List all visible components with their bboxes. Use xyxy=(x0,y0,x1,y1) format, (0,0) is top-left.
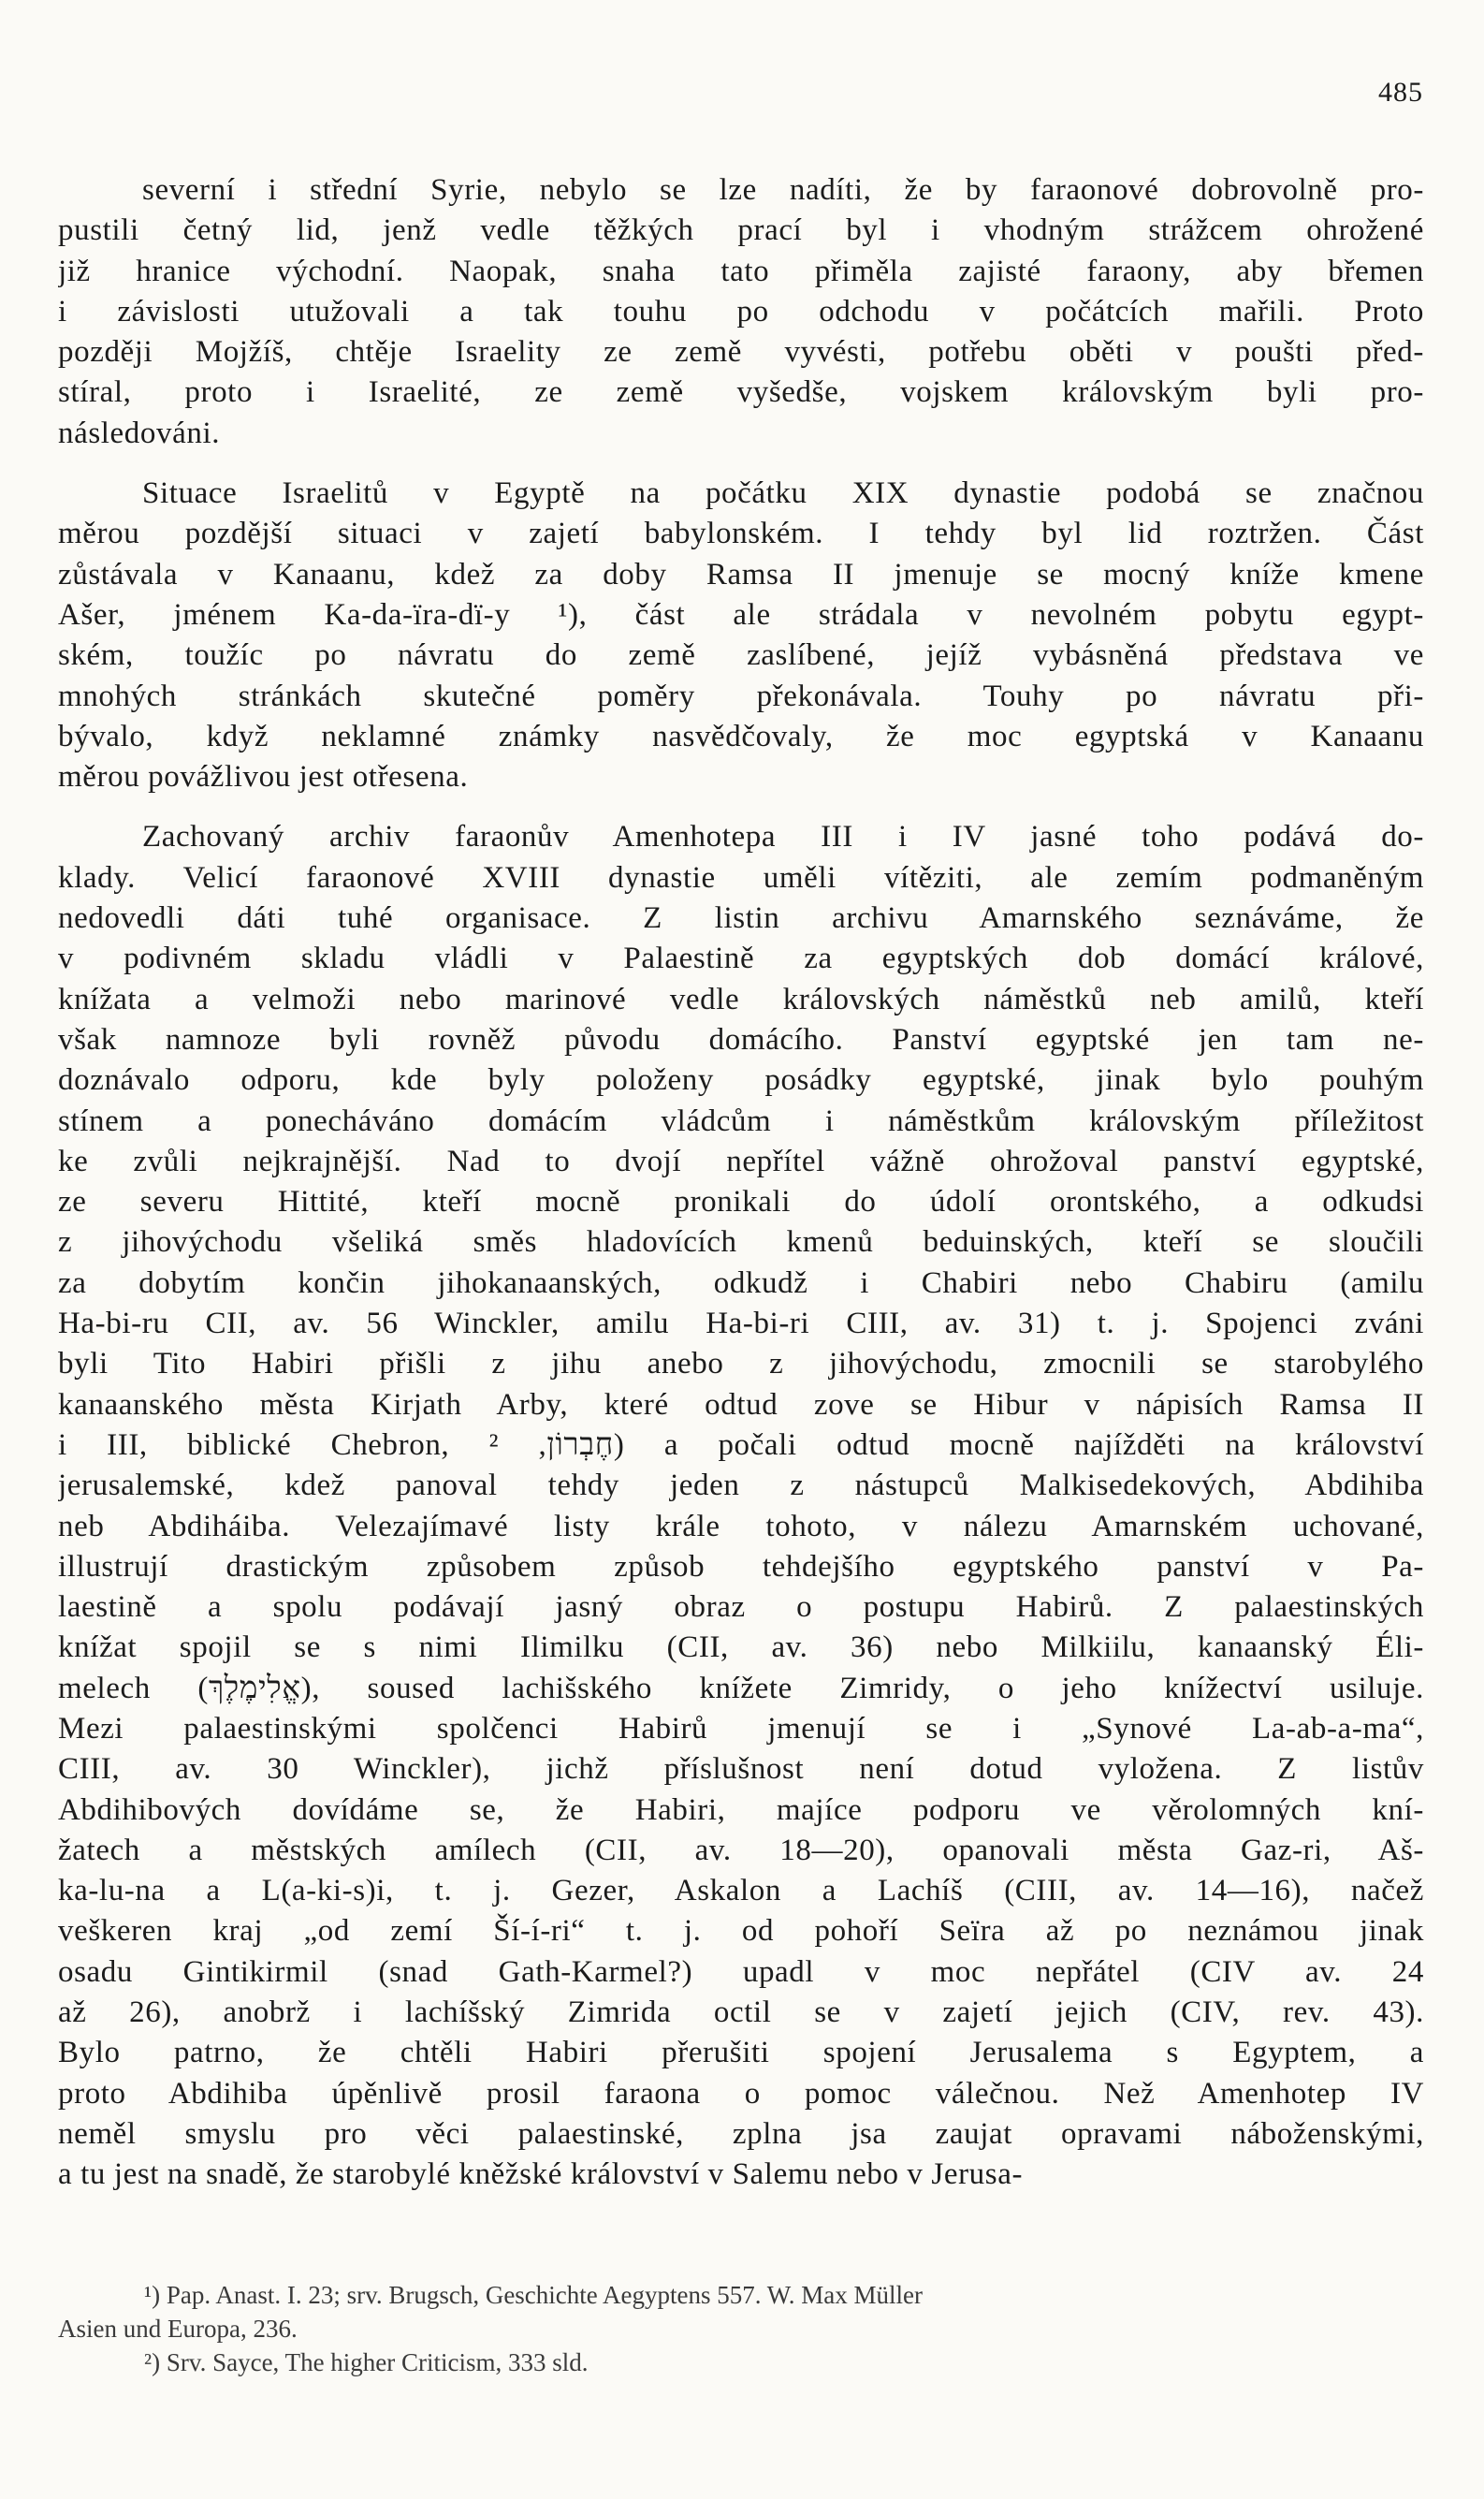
text-line: i závislosti utužovali a tak touhu po odchodu v počátcích mařili. Proto xyxy=(58,294,1424,329)
text-line: mnohých stránkách skutečné poměry překonávala. Touhy po návratu při- xyxy=(58,679,1424,713)
text-line: doznávalo odporu, kde byly položeny posádky egyptské, jinak bylo pouhým xyxy=(58,1063,1424,1098)
main-text xyxy=(58,170,1424,2196)
text-line: i III, biblické Chebron, חֶבְרוֹן, ²) a počali odtud mocně najížděti na království xyxy=(58,1427,1424,1462)
text-line: pustili četný lid, jenž vedle těžkých prací byl i vhodným strážcem ohrožené xyxy=(58,213,1424,248)
text-line: jerusalemské, kdež panoval tehdy jeden z nástupců Malkisedekových, Abdihiba xyxy=(58,1469,1424,1503)
text-line: stíral, proto i Israelité, ze země vyšedše, vojskem královským byli pro- xyxy=(58,375,1424,410)
text-line: Ha-bi-ru CII, av. 56 Winckler, amilu Ha-bi-ri CIII, av. 31) t. j. Spojenci zváni xyxy=(58,1307,1424,1341)
text-line: zůstávala v Kanaanu, kdež za doby Ramsa II jmenuje se mocný kníže kmene xyxy=(58,557,1424,592)
text-line: za dobytím končin jihokanaanských, odkudž i Chabiri nebo Chabiru (amilu xyxy=(58,1265,1424,1300)
text-line: žatech a městských amílech (CII, av. 18—20), opanovali města Gaz-ri, Aš- xyxy=(58,1833,1424,1867)
text-line: stínem a ponecháváno domácím vládcům i náměstkům královským příležitost xyxy=(58,1103,1424,1138)
footnotes xyxy=(58,2278,1424,2379)
text-line: později Mojžíš, chtěje Israelity ze země vyvésti, potřebu oběti v poušti před- xyxy=(58,335,1424,370)
text-line: ka-lu-na a L(a-ki-s)i, t. j. Gezer, Askalon a Lachíš (CIII, av. 14—16), načež xyxy=(58,1874,1424,1908)
text-line: až 26), anobrž i lachíšský Zimrida octil se v zajetí jejich (CIV, rev. 43). xyxy=(58,1995,1424,2030)
text-line: laestině a spolu podávají jasný obraz o postupu Habirů. Z palaestinských xyxy=(58,1590,1424,1625)
text-line: měrou povážlivou jest otřesena. xyxy=(58,760,469,795)
text-line: v podivném skladu vládli v Palaestině za egyptských dob domácí králové, xyxy=(58,942,1424,976)
text-line: osadu Gintikirmil (snad Gath-Karmel?) upadl v moc nepřátel (CIV av. 24 xyxy=(58,1954,1424,1989)
text-line: CIII, av. 30 Winckler), jichž příslušnost není dotud vyložena. Z listův xyxy=(58,1752,1424,1787)
text-line: Zachovaný archiv faraonův Amenhotepa III i IV jasné toho podává do- xyxy=(142,820,1424,855)
text-line: knížata a velmoži nebo marinové vedle královských náměstků neb amilů, kteří xyxy=(58,982,1424,1016)
paragraph-2 xyxy=(58,474,1424,797)
text-line: neměl smyslu pro věci palaestinské, zplna jsa zaujat opravami náboženskými, xyxy=(58,2116,1424,2151)
text-line: bývalo, když neklamné známky nasvědčovaly, že moc egyptská v Kanaanu xyxy=(58,719,1424,753)
footnote-2: ²) Srv. Sayce, The higher Criticism, 333 sld. xyxy=(144,2348,589,2376)
text-line: klady. Velicí faraonové XVIII dynastie uměli vítěziti, ale zemím podmaněným xyxy=(58,860,1424,895)
text-line: následováni. xyxy=(58,416,221,450)
text-line: severní i střední Syrie, nebylo se lze nadíti, že by faraonové dobrovolně pro- xyxy=(142,173,1424,207)
text-line: z jihovýchodu všeliká směs hladovících kmenů beduinských, kteří se sloučili xyxy=(58,1225,1424,1260)
text-line: Bylo patrno, že chtěli Habiri přerušiti spojení Jerusalema s Egyptem, a xyxy=(58,2036,1424,2070)
page-number: 485 xyxy=(1378,77,1423,108)
paragraph-3 xyxy=(58,817,1424,2195)
text-line: proto Abdihiba úpěnlivě prosil faraona o pomoc válečnou. Než Amenhotep IV xyxy=(58,2076,1424,2111)
text-line: a tu jest na snadě, že starobylé kněžské království v Salemu nebo v Jerusa- xyxy=(58,2157,1024,2192)
text-line: Ašer, jménem Ka-da-ïra-dï-y ¹), část ale strádala v nevolném pobytu egypt- xyxy=(58,597,1424,632)
text-line: ke zvůli nejkrajnější. Nad to dvojí nepřítel vážně ohrožoval panství egyptské, xyxy=(58,1144,1424,1178)
text-line: Mezi palaestinskými spolčenci Habirů jmenují se i „Synové La-ab-a-ma“, xyxy=(58,1711,1424,1746)
footnote-1-line-2: Asien und Europa, 236. xyxy=(58,2315,298,2343)
text-line: však namnoze byli rovněž původu domácího. Panství egyptské jen tam ne- xyxy=(58,1022,1424,1057)
text-line: kanaanského města Kirjath Arby, které odtud zove se Hibur v nápisích Ramsa II xyxy=(58,1387,1424,1422)
text-line: neb Abdiháiba. Velezajímavé listy krále tohoto, v nálezu Amarnském uchované, xyxy=(58,1509,1424,1543)
footnote-1-line-1: ¹) Pap. Anast. I. 23; srv. Brugsch, Geschichte Aegyptens 557. W. Max Müller xyxy=(144,2281,923,2309)
paragraph-1 xyxy=(58,170,1424,454)
text-line: Abdihibových dovídáme se, že Habiri, majíce podporu ve věrolomných kní- xyxy=(58,1792,1424,1827)
text-line: byli Tito Habiri přišli z jihu anebo z jihovýchodu, zmocnili se starobylého xyxy=(58,1347,1424,1381)
text-line: měrou pozdější situaci v zajetí babylonském. I tehdy byl lid roztržen. Část xyxy=(58,517,1424,551)
text-line: ze severu Hittité, kteří mocně pronikali do údolí orontského, a odkudsi xyxy=(58,1185,1424,1220)
text-line: již hranice východní. Naopak, snaha tato přiměla zajisté faraony, aby břemen xyxy=(58,254,1424,288)
text-line: knížat spojil se s nimi Ilimilku (CII, av. 36) nebo Milkiilu, kanaanský Éli- xyxy=(58,1630,1424,1665)
text-line: Situace Israelitů v Egyptě na počátku XIX dynastie podobá se značnou xyxy=(142,476,1424,511)
text-line: ském, toužíc po návratu do země zaslíbené, jejíž vybásněná představa ve xyxy=(58,638,1424,673)
text-line: melech (אֱלִימֶלֶךְ), soused lachišského knížete Zimridy, o jeho knížectví usiluje. xyxy=(58,1671,1424,1705)
text-line: veškeren kraj „od zemí Ší-í-ri“ t. j. od pohoří Seïra až po neznámou jinak xyxy=(58,1914,1424,1949)
text-line: illustrují drastickým způsobem způsob tehdejšího egyptského panství v Pa- xyxy=(58,1549,1424,1584)
text-line: nedovedli dáti tuhé organisace. Z listin archivu Amarnského seznáváme, že xyxy=(58,901,1424,936)
